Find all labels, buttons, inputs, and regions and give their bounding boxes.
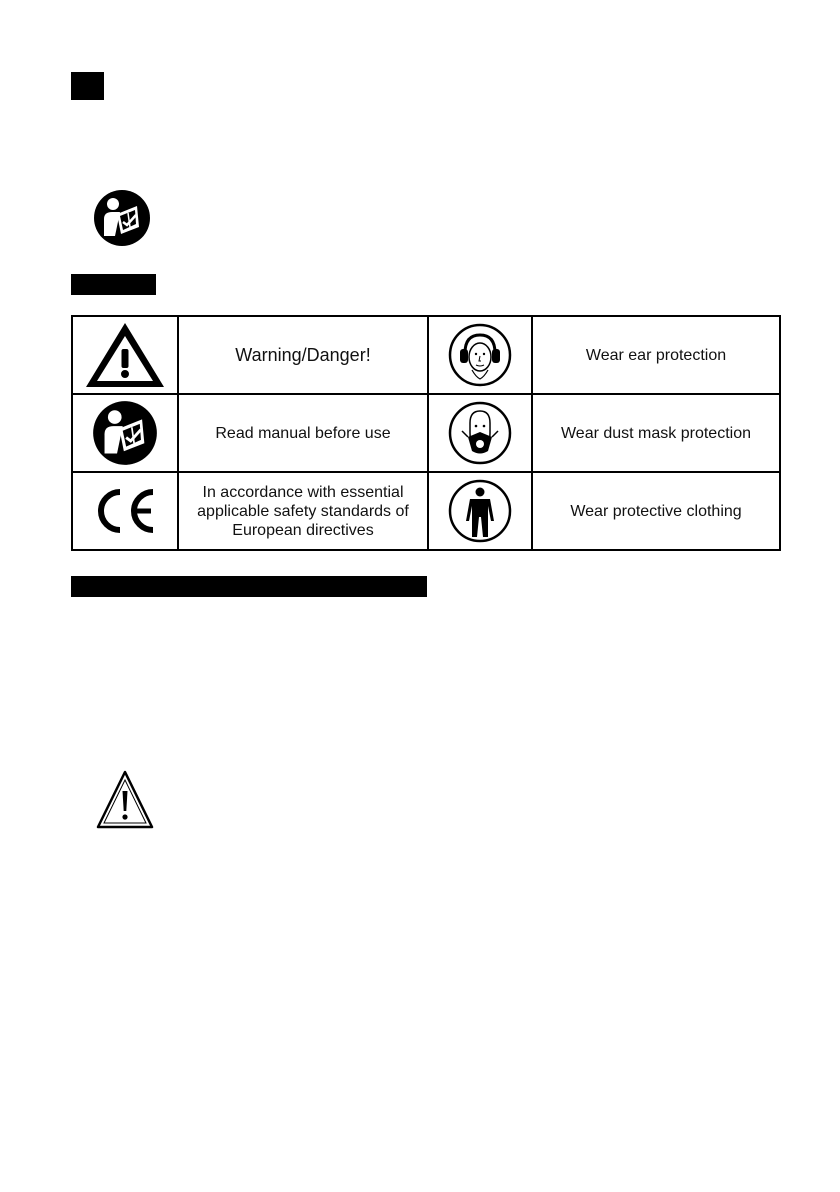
symbol-label-protective-clothing: Wear protective clothing xyxy=(532,472,780,550)
table-row xyxy=(72,316,780,394)
symbol-label-ear-protection: Wear ear protection xyxy=(532,316,780,394)
symbol-label-dust-mask: Wear dust mask protection xyxy=(532,394,780,472)
read-manual-icon xyxy=(72,394,178,472)
table-row xyxy=(72,394,780,472)
protective-clothing-icon xyxy=(428,472,532,550)
ce-mark-icon xyxy=(72,472,178,550)
symbol-label-ce-mark xyxy=(178,472,428,550)
warning-triangle-icon xyxy=(95,769,155,831)
read-manual-icon xyxy=(93,189,151,247)
safety-heading-bar xyxy=(71,576,427,597)
symbol-label-read-manual: Read manual before use xyxy=(178,394,428,472)
language-tab-block xyxy=(71,72,104,100)
ce-text-line-2: applicable safety standards of xyxy=(197,502,409,520)
ear-protection-icon xyxy=(428,316,532,394)
dust-mask-icon xyxy=(428,394,532,472)
symbol-label-warning: Warning/Danger! xyxy=(178,316,428,394)
ce-text-line-1: In accordance with essential xyxy=(202,483,404,501)
table-row xyxy=(72,472,780,550)
ce-text-line-3: European directives xyxy=(232,521,374,539)
symbols-table xyxy=(71,315,781,551)
warning-triangle-icon xyxy=(72,316,178,394)
symbols-heading-bar xyxy=(71,274,156,295)
